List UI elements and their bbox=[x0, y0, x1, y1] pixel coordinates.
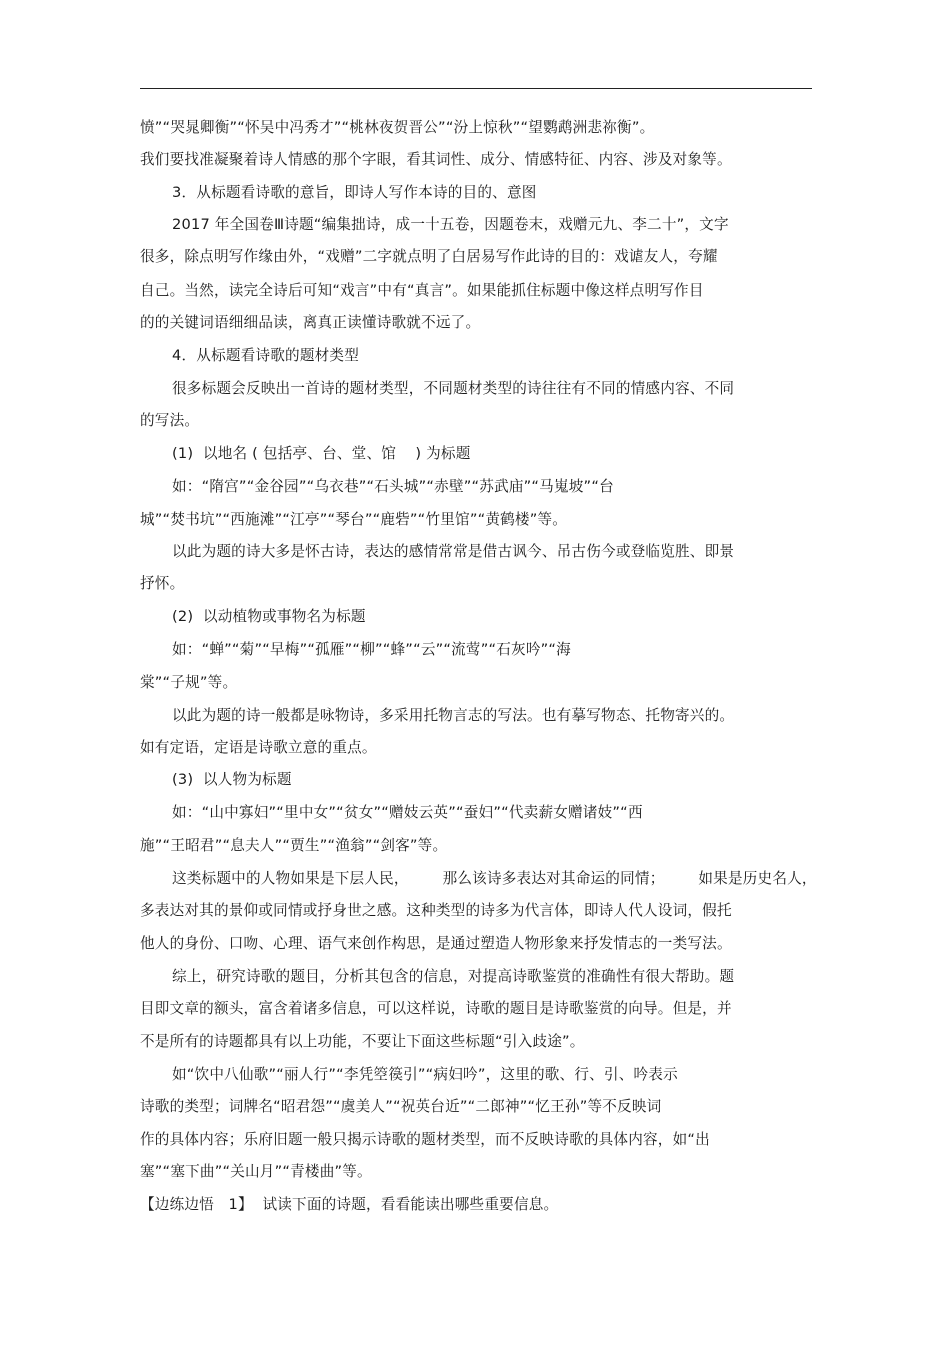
text-line-09: 很多标题会反映出一首诗的题材类型，不同题材类型的诗往往有不同的情感内容、不同 bbox=[172, 380, 735, 397]
heading-3: 3．从标题看诗歌的意旨，即诗人写作本诗的目的、意图 bbox=[172, 184, 537, 201]
header-rule bbox=[140, 88, 812, 89]
text-line-29: 不是所有的诗题都具有以上功能，不要让下面这些标题“引入歧途”。 bbox=[140, 1033, 585, 1050]
text-line-30: 如“饮中八仙歌”“丽人行”“李凭箜篌引”“病妇吟”，这里的歌、行、引、吟表示 bbox=[172, 1066, 678, 1083]
text-line-17: 如：“蝉”“菊”“早梅”“孤雁”“柳”“蜂”“云”“流莺”“石灰吟”“海 bbox=[172, 641, 571, 658]
subheading-3: (3) 以人物为标题 bbox=[172, 771, 292, 788]
text-line-31: 诗歌的类型；词牌名“昭君怨”“虞美人”“祝英台近”“二郎神”“忆王孙”等不反映词 bbox=[140, 1098, 662, 1115]
text-line-27: 综上，研究诗歌的题目，分析其包含的信息，对提高诗歌鉴赏的准确性有很大帮助。题 bbox=[172, 968, 735, 985]
text-line-18: 棠”“子规”等。 bbox=[140, 674, 238, 691]
text-line-06: 自己。当然，读完全诗后可知“戏言”中有“真言”。如果能抓住标题中像这样点明写作目 bbox=[140, 282, 704, 299]
text-line-12: 如：“隋宫”“金谷园”“乌衣巷”“石头城”“赤壁”“苏武庙”“马嵬坡”“台 bbox=[172, 478, 614, 495]
text-line-05: 很多，除点明写作缘由外，“戏赠”二字就点明了白居易写作此诗的目的：戏谑友人，夸耀 bbox=[140, 248, 718, 265]
text-line-01: 愤”“哭晁卿衡”“怀吴中冯秀才”“桃林夜贺晋公”“汾上惊秋”“望鹦鹉洲悲祢衡”。 bbox=[140, 119, 655, 136]
text-line-24: 这类标题中的人物如果是下层人民， 那么该诗多表达对其命运的同情； 如果是历史名人， bbox=[172, 870, 817, 887]
text-line-28: 目即文章的额头，富含着诸多信息，可以这样说，诗歌的题目是诗歌鉴赏的向导。但是，并 bbox=[140, 1000, 732, 1017]
text-line-20: 如有定语，定语是诗歌立意的重点。 bbox=[140, 739, 377, 756]
text-line-14: 以此为题的诗大多是怀古诗，表达的感情常常是借古讽今、吊古伤今或登临览胜、即景 bbox=[172, 543, 735, 560]
exercise-prompt: 【边练边悟 1】 试读下面的诗题，看看能读出哪些重要信息。 bbox=[140, 1196, 559, 1213]
text-line-07: 的的关键词语细细品读，离真正读懂诗歌就不远了。 bbox=[140, 314, 481, 331]
text-line-26: 他人的身份、口吻、心理、语气来创作构思，是通过塑造人物形象来抒发情志的一类写法。 bbox=[140, 935, 732, 952]
text-line-13: 城”“焚书坑”“西施滩”“江亭”“琴台”“鹿砦”“竹里馆”“黄鹤楼”等。 bbox=[140, 511, 568, 528]
subheading-1: (1) 以地名 ( 包括亭、台、堂、馆 ) 为标题 bbox=[172, 445, 471, 462]
text-line-23: 施”“王昭君”“息夫人”“贾生”“渔翁”“剑客”等。 bbox=[140, 837, 448, 854]
text-line-32: 作的具体内容；乐府旧题一般只揭示诗歌的题材类型，而不反映诗歌的具体内容，如“出 bbox=[140, 1131, 710, 1148]
text-line-25: 多表达对其的景仰或同情或抒身世之感。这种类型的诗多为代言体，即诗人代人设词，假托 bbox=[140, 902, 732, 919]
text-line-19: 以此为题的诗一般都是咏物诗，多采用托物言志的写法。也有摹写物态、托物寄兴的。 bbox=[172, 707, 735, 724]
heading-4: 4．从标题看诗歌的题材类型 bbox=[172, 347, 360, 364]
subheading-2: (2) 以动植物或事物名为标题 bbox=[172, 608, 366, 625]
text-line-04: 2017 年全国卷Ⅲ诗题“编集拙诗，成一十五卷，因题卷末，戏赠元九、李二十”，文字 bbox=[172, 216, 729, 233]
text-line-22: 如：“山中寡妇”“里中女”“贫女”“赠妓云英”“蚕妇”“代卖薪女赠诸妓”“西 bbox=[172, 804, 643, 821]
text-line-33: 塞”“塞下曲”“关山月”“青楼曲”等。 bbox=[140, 1163, 372, 1180]
text-line-10: 的写法。 bbox=[140, 412, 200, 429]
text-line-02: 我们要找准凝聚着诗人情感的那个字眼，看其词性、成分、情感特征、内容、涉及对象等。 bbox=[140, 151, 732, 168]
text-line-15: 抒怀。 bbox=[140, 575, 185, 592]
